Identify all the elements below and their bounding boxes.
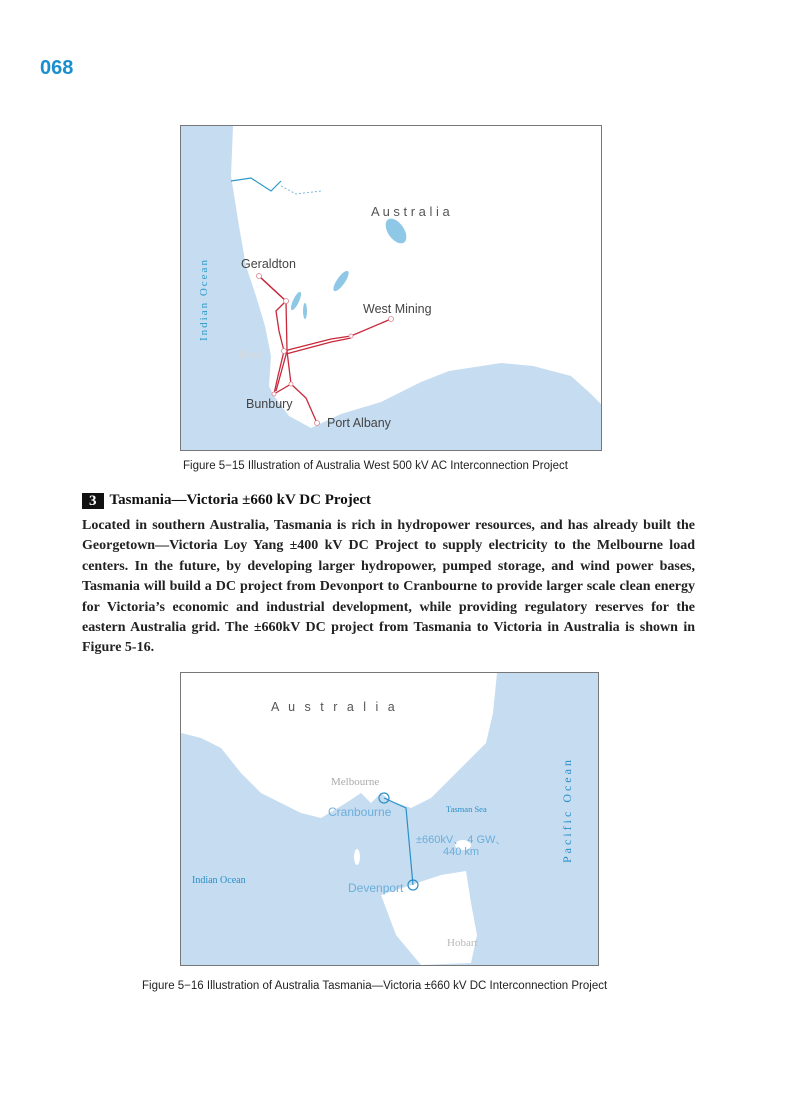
- label-pacific-ocean: Pacific Ocean: [560, 757, 574, 863]
- label-australia: A u s t r a l i a: [271, 700, 398, 714]
- land-victoria: [181, 673, 497, 818]
- label-line-spec-2: 440 km: [443, 846, 480, 858]
- page-number: 068: [40, 57, 74, 79]
- figure-5-15-caption: Figure 5−15 Illustration of Australia West 500 kV AC Interconnection Project: [183, 460, 568, 472]
- section-title: Tasmania—Victoria ±660 kV DC Project: [109, 492, 372, 508]
- land-western-australia: [231, 126, 601, 428]
- label-perth: Perth: [239, 349, 263, 361]
- label-melbourne: Melbourne: [331, 776, 380, 788]
- label-australia: A u s t r a l i a: [371, 204, 450, 219]
- label-bunbury: Bunbury: [246, 397, 293, 411]
- section-heading: [82, 492, 371, 509]
- label-indian-ocean: Indian Ocean: [198, 258, 210, 341]
- figure-5-15-map: [180, 125, 602, 451]
- label-cranbourne: Cranbourne: [328, 805, 392, 819]
- label-west-mining: West Mining: [363, 302, 432, 316]
- figure-5-16-caption: Figure 5−16 Illustration of Australia Tasmania—Victoria ±660 kV DC Interconnection Project: [142, 980, 608, 992]
- label-tasman-sea: Tasman Sea: [446, 804, 487, 814]
- label-line-spec-1: ±660kV、 4 GW、: [416, 834, 507, 846]
- body-paragraph: Located in southern Australia, Tasmania is rich in hydropower resources, and has already built the Georgetown—Victoria Loy Yang ±400 kV DC Project to supply electricity to the Melbourne load centers. In the future, by developing larger hydropower, pumped storage, and wind power bases, Tasmania will build a DC project from Devonport to Cranbourne to provide larger scale clean energy for Victoria’s economic and industrial development, while providing regulatory reserves for the eastern Australia grid. The ±660kV DC project from Tasmania to Victoria in Australia is shown in Figure 5-16.: [82, 518, 695, 656]
- label-devenport: Devenport: [348, 881, 404, 895]
- section-number: 3: [82, 493, 104, 509]
- figure-5-16-map: [180, 672, 599, 966]
- label-geraldton: Geraldton: [241, 257, 296, 271]
- label-port-albany: Port Albany: [327, 416, 391, 430]
- label-indian-ocean: Indian Ocean: [192, 875, 246, 886]
- label-hobart: Hobart: [447, 937, 478, 949]
